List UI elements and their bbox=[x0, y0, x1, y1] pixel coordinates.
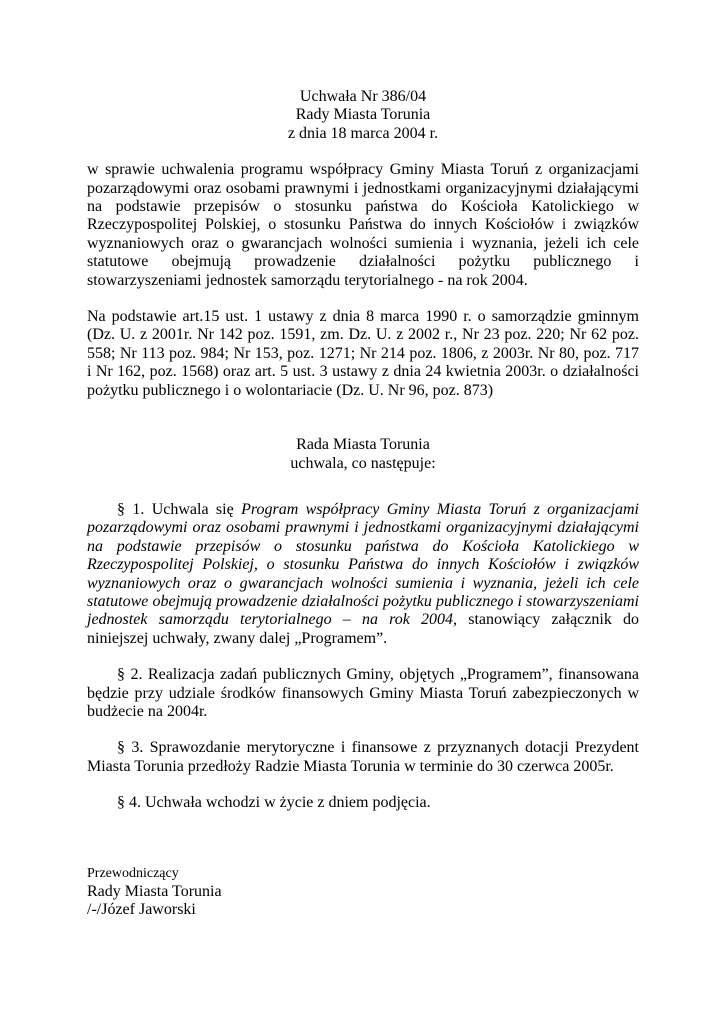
resolution-header bbox=[87, 88, 639, 143]
signature-block bbox=[87, 865, 639, 920]
paragraph-4: § 4. Uchwała wchodzi w życie z dniem podjęcia. bbox=[117, 794, 431, 812]
document-page bbox=[87, 88, 639, 920]
resolution-issuer: Rady Miasta Torunia bbox=[295, 106, 431, 124]
signature-body: Rady Miasta Torunia bbox=[87, 883, 222, 900]
resolution-date: z dnia 18 marca 2004 r. bbox=[287, 124, 439, 142]
resolution-subject: w sprawie uchwalenia programu współpracy Gminy Miasta Toruń z organizacjami pozarządowymi oraz osobami prawnymi i jednostkami organizacyjnymi działającymi na podstawie przepisów o stosunku państwa do Kościoła Katolickiego w Rzeczypospolitej Polskiej, o stosunku Państwa do innych Kościołów i związków wyznaniowych oraz o gwarancjach wolności sumienia i wyznania, jeżeli ich cele statutowe obejmują prowadzenie działalności pożytku publicznego i stowarzyszeniami jednostek samorządu terytorialnego - na rok 2004. bbox=[87, 161, 639, 289]
paragraph-2: § 2. Realizacja zadań publicznych Gminy, objętych „Programem”, finansowana będzie przy udziale środków finansowych Gminy Miasta Toruń zabezpieczonych w budżecie na 2004r. bbox=[87, 666, 639, 720]
paragraph-1 bbox=[87, 501, 639, 648]
paragraph-3: § 3. Sprawozdanie merytoryczne i finansowe z przyznanych dotacji Prezydent Miasta Torunia przedłoży Radzie Miasta Torunia w terminie do 30 czerwca 2005r. bbox=[87, 739, 639, 775]
council-decides: uchwala, co następuje: bbox=[290, 454, 436, 472]
paragraph-1-start: § 1. Uchwala się bbox=[117, 500, 242, 518]
legal-basis: Na podstawie art.15 ust. 1 ustawy z dnia 8 marca 1990 r. o samorządzie gminnym (Dz. U. z 2001r. Nr 142 poz. 1591, zm. Dz. U. z 2002 r., Nr 23 poz. 220; Nr 62 poz. 558; Nr 113 poz. 984; Nr 153, poz. 1271; Nr 214 poz. 1806, z 2003r. Nr 80, poz. 717 i Nr 162, poz. 1568) oraz art. 5 ust. 3 ustawy z dnia 24 kwietnia 2003r. o działalności pożytku publicznego i o wolontariacie (Dz. U. Nr 96, poz. 873) bbox=[87, 308, 639, 399]
council-statement bbox=[87, 436, 639, 473]
program-title: Program współpracy Gminy Miasta Toruń z organizacjami pozarządowymi oraz osobami prawnymi i jednostkami organizacyjnymi działającymi na podstawie przepisów o stosunku państwa do Kościoła Katolickiego w Rzeczypospolitej Polskiej, o stosunku Państwa do innych Kościołów i związków wyznaniowych oraz o gwarancjach wolności sumienia i wyznania, jeżeli ich cele statutowe obejmują prowadzenie działalności pożytku publicznego i stowarzyszeniami jednostek samorządu terytorialnego – na rok 2004, bbox=[87, 500, 639, 629]
paragraph-1-end: stanowiący załącznik do niniejszej uchwały, zwany dalej „Programem”. bbox=[87, 611, 639, 647]
signature-name: /-/Józef Jaworski bbox=[87, 901, 196, 919]
resolution-number: Uchwała Nr 386/04 bbox=[299, 88, 427, 105]
signature-role: Przewodniczący bbox=[87, 865, 179, 881]
council-name: Rada Miasta Torunia bbox=[296, 436, 430, 454]
